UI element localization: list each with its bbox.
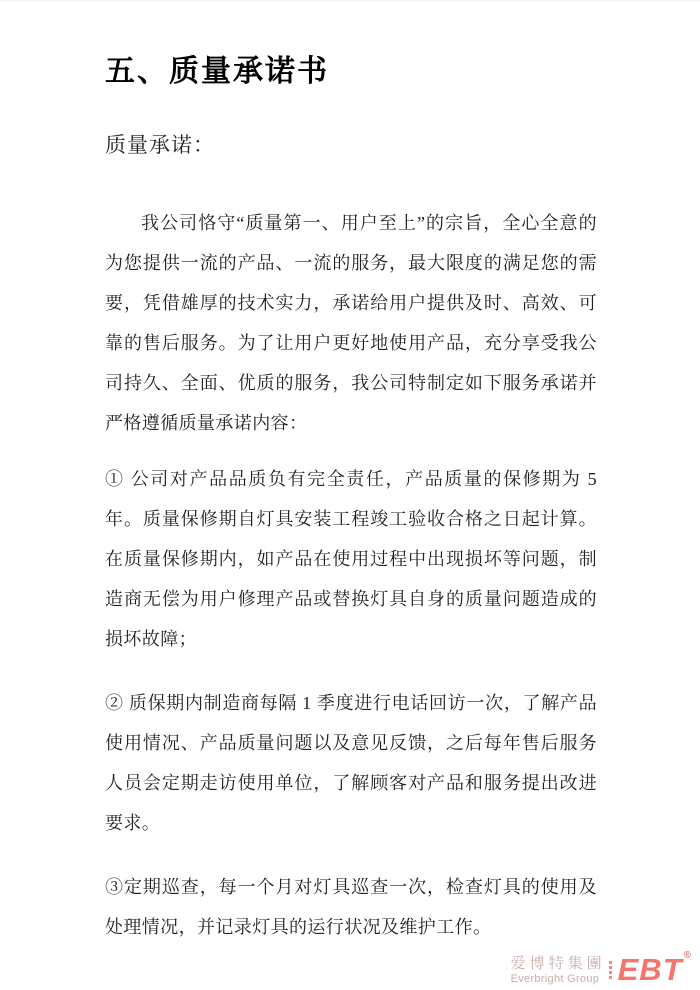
paragraph-clause-1: ① 公司对产品品质负有完全责任，产品质量的保修期为 5 年。质量保修期自灯具安装工程竣工验收合格之日起计算。在质量保修期内，如产品在使用过程中出现损坏等问题，制造商无偿为用户修理产品或替换灯具自身的质量问题造成的损坏故障； bbox=[105, 469, 597, 649]
logo-english-name: Everbright Group bbox=[510, 972, 600, 985]
page-title: 五、质量承诺书 bbox=[105, 55, 329, 88]
section-subtitle: 质量承诺： bbox=[105, 133, 215, 157]
company-logo bbox=[510, 950, 692, 987]
paragraph-intro: 我公司恪守“质量第一、用户至上”的宗旨，全心全意的为您提供一流的产品、一流的服务，最大限度的满足您的需要，凭借雄厚的技术实力，承诺给用户提供及时、高效、可靠的售后服务。为了让用户更好地使用产品，充分享受我公司持久、全面、优质的服务，我公司特制定如下服务承诺并严格遵循质量承诺内容： bbox=[105, 213, 597, 433]
logo-abbr-text: EBT bbox=[617, 952, 683, 987]
logo-chinese-name: 爱博特集團 bbox=[510, 955, 606, 972]
logo-ebt-wordmark bbox=[617, 950, 692, 987]
registered-trademark-icon: ® bbox=[683, 950, 692, 961]
paragraph-clause-3: ③定期巡查，每一个月对灯具巡查一次，检查灯具的使用及处理情况，并记录灯具的运行状况及维护工作。 bbox=[105, 877, 597, 937]
document-content bbox=[0, 1, 700, 947]
paragraph-clause-2: ② 质保期内制造商每隔 1 季度进行电话回访一次，了解产品使用情况、产品质量问题以及意见反馈，之后每年售后服务人员会定期走访使用单位，了解顾客对产品和服务提出改进要求。 bbox=[105, 693, 597, 833]
logo-vertical-mark-icon bbox=[609, 961, 612, 979]
logo-text-block bbox=[511, 956, 606, 985]
